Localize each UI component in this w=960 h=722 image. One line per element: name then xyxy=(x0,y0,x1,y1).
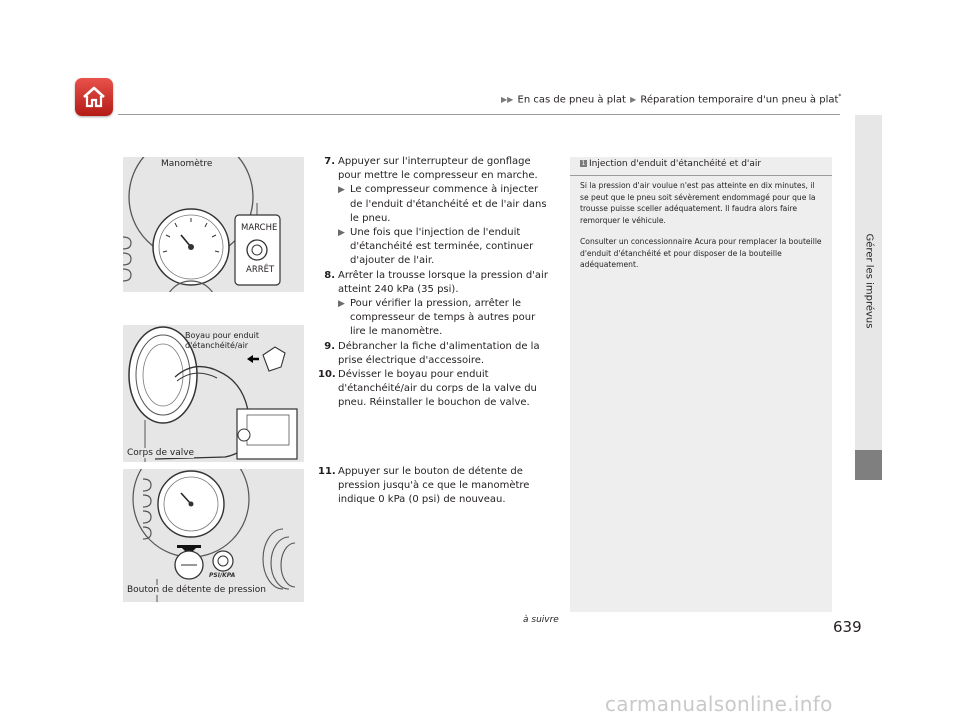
steps-11 xyxy=(318,465,553,508)
step-text: Appuyer sur l'interrupteur de gonflage pour mettre le compresseur en marche. xyxy=(338,156,538,182)
label-on: MARCHE xyxy=(241,223,278,233)
label-valve-stem: Corps de valve xyxy=(127,448,195,458)
label-hose: Boyau pour enduit d'étanchéité/air xyxy=(185,331,260,350)
step-text: Arrêter la trousse lorsque la pression d'air atteint 240 kPa (35 psi). xyxy=(338,269,548,295)
step-9 xyxy=(318,340,553,368)
step-10 xyxy=(318,368,553,411)
arrow-icon: ▶ xyxy=(338,299,345,310)
pressure-release-illustration xyxy=(123,469,304,602)
breadcrumb-arrow-icon: ▶▶ xyxy=(501,95,514,105)
steps-7-10 xyxy=(318,155,553,411)
step-text: Débrancher la fiche d'alimentation de la prise électrique d'accessoire. xyxy=(338,340,540,366)
figure-hose-valve xyxy=(123,325,304,462)
step-text: Appuyer sur le bouton de détente de pression jusqu'à ce que le manomètre indique 0 kPa (0 psi) de nouveau. xyxy=(338,466,530,506)
header-divider xyxy=(118,114,840,115)
chapter-tab-text: Gérer les imprévus xyxy=(863,233,875,328)
home-icon xyxy=(81,84,107,110)
svg-text:PSI/KPA: PSI/KPA xyxy=(209,572,236,579)
step-7 xyxy=(318,155,553,269)
label-off: ARRÊT xyxy=(246,265,275,275)
chapter-tab-label[interactable] xyxy=(862,118,876,443)
step-substep xyxy=(338,297,553,340)
note-header xyxy=(570,157,832,173)
footnote-mark: * xyxy=(838,93,842,100)
step-substep xyxy=(338,226,553,269)
substep-text: Une fois que l'injection de l'enduit d'étanchéité est terminée, continuer d'ajouter de l'air. xyxy=(350,227,534,267)
note-badge: 1 xyxy=(581,160,586,167)
arrow-icon: ▶ xyxy=(338,228,345,239)
page-number: 639 xyxy=(833,618,862,636)
step-number: 8. xyxy=(324,269,335,281)
step-text: Dévisser le boyau pour enduit d'étanchéité/air du corps de la valve du pneu. Réinstaller le bouchon de valve. xyxy=(338,369,537,409)
step-8 xyxy=(318,269,553,340)
figure-gauge-switch xyxy=(123,157,304,292)
substep-text: Le compresseur commence à injecter de l'enduit d'étanchéité et de l'air dans le pneu. xyxy=(350,184,547,224)
note-title: Injection d'enduit d'étanchéité et d'air xyxy=(589,159,762,169)
note-paragraph: Consulter un concessionnaire Acura pour remplacer la bouteille d'enduit d'étanchéité et pour disposer de la bouteille adéquatement. xyxy=(580,237,822,269)
label-gauge: Manomètre xyxy=(161,159,213,169)
figure-pressure-button xyxy=(123,469,304,602)
label-pressure-button: Bouton de détente de pression xyxy=(127,585,266,595)
step-substep xyxy=(338,183,553,226)
step-number: 7. xyxy=(324,156,335,167)
breadcrumb-current[interactable]: Réparation temporaire d'un pneu à plat xyxy=(640,94,839,106)
substep-text: Pour vérifier la pression, arrêter le compresseur de temps à autres pour lire le manomètre. xyxy=(350,298,536,338)
note-panel xyxy=(570,157,832,612)
step-number: 9. xyxy=(324,340,335,352)
continued-label: à suivre xyxy=(523,615,559,625)
step-number: 10. xyxy=(318,369,336,381)
breadcrumb-arrow-icon: ▶ xyxy=(630,95,637,105)
breadcrumb xyxy=(500,93,841,105)
step-11 xyxy=(318,465,553,508)
note-paragraph: Si la pression d'air voulue n'est pas atteinte en dix minutes, il se peut que le pneu soit sévèrement endommagé pour que la trousse puisse sceller adéquatement. Il faudra alors faire remorquer le véhicule. xyxy=(580,181,816,225)
arrow-icon: ▶ xyxy=(338,185,345,196)
watermark: carmanualsonline.info xyxy=(605,692,833,716)
note-body xyxy=(570,176,832,271)
breadcrumb-link-flat-tire[interactable]: En cas de pneu à plat xyxy=(517,94,626,106)
chapter-tab-marker xyxy=(855,450,882,480)
home-button[interactable] xyxy=(75,78,113,116)
step-number: 11. xyxy=(318,466,336,477)
